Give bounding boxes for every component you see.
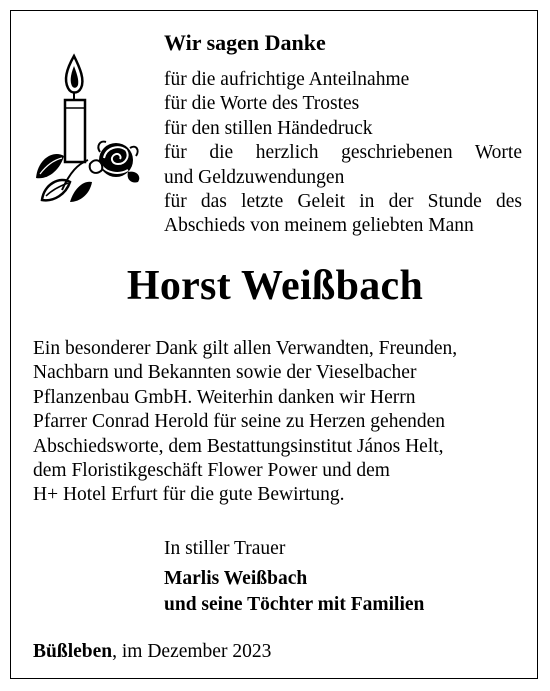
thanks-line: Abschieds von meinem geliebten Mann (164, 215, 474, 237)
place-date-line (33, 641, 271, 663)
body-line: Pfarrer Conrad Herold für seine zu Herzen gehenden (33, 411, 446, 433)
place-name: Büßleben (33, 641, 113, 662)
body-paragraph (33, 337, 523, 508)
signer-line: Marlis Weißbach (164, 568, 308, 589)
signers (164, 566, 424, 618)
body-line: Pflanzenbau GmbH. Weiterhin danken wir Herrn (33, 386, 416, 408)
deceased-name: Horst Weißbach (126, 263, 424, 309)
body-line: Ein besonderer Dank gilt allen Verwandten, Freunden, (33, 338, 458, 359)
thanks-heading: Wir sagen Danke (164, 30, 326, 55)
thanks-line: für die aufrichtige Anteilnahme (164, 69, 410, 90)
signer-line: und seine Töchter mit Familien (164, 594, 425, 615)
body-line: dem Floristikgeschäft Flower Power und dem (33, 460, 390, 482)
candle-with-rose-icon (30, 52, 150, 202)
thanks-line: für die Worte des Trostes (164, 93, 360, 115)
body-line: Nachbarn und Bekannten sowie der Vieselbacher (33, 362, 417, 384)
date-text: , im Dezember 2023 (112, 641, 272, 662)
body-line: H+ Hotel Erfurt für die gute Bewirtung. (33, 484, 345, 506)
thanks-line: für die herzlich geschriebenen Worte (164, 142, 522, 164)
thanks-line: für den stillen Händedruck (164, 117, 373, 139)
thanks-list (164, 68, 522, 239)
body-line: Abschiedsworte, dem Bestattungsinstitut János Helt, (33, 435, 444, 457)
mourning-label: In stiller Trauer (164, 538, 286, 559)
thanks-line: und Geldzuwendungen (164, 166, 345, 188)
thanks-line: für das letzte Geleit in der Stunde des (164, 191, 522, 213)
